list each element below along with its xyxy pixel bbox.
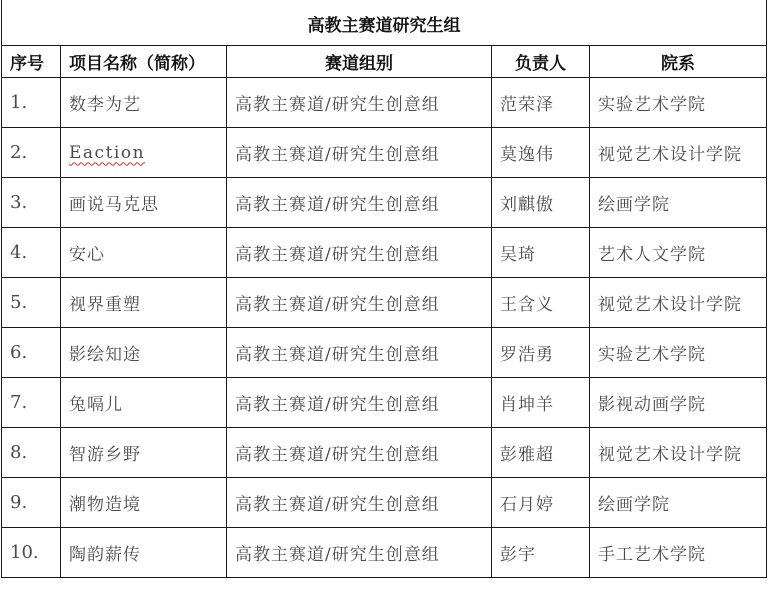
table-title: 高教主赛道研究生组 [2,1,767,46]
cell-index: 3. [2,178,61,228]
cell-group: 高教主赛道/研究生创意组 [227,278,492,328]
cell-leader: 彭宇 [492,528,590,578]
header-group: 赛道组别 [227,46,492,78]
table-row [2,328,767,378]
table-row [2,478,767,528]
cell-leader: 王含义 [492,278,590,328]
cell-project: 陶韵薪传 [61,528,227,578]
cell-project [61,128,227,178]
table-title-row [2,1,767,46]
cell-index: 7. [2,378,61,428]
cell-college: 绘画学院 [590,478,767,528]
table-row [2,228,767,278]
cell-college: 实验艺术学院 [590,328,767,378]
table-row [2,528,767,578]
table-row [2,178,767,228]
cell-project: 潮物造境 [61,478,227,528]
header-project: 项目名称（简称） [61,46,227,78]
header-row [2,46,767,78]
cell-college: 实验艺术学院 [590,78,767,128]
table-row [2,278,767,328]
cell-group: 高教主赛道/研究生创意组 [227,378,492,428]
cell-project: 智游乡野 [61,428,227,478]
cell-group: 高教主赛道/研究生创意组 [227,428,492,478]
cell-college: 绘画学院 [590,178,767,228]
cell-leader: 罗浩勇 [492,328,590,378]
cell-project: 安心 [61,228,227,278]
project-table [1,0,767,578]
cell-project: 画说马克思 [61,178,227,228]
table-row [2,128,767,178]
cell-group: 高教主赛道/研究生创意组 [227,478,492,528]
header-index: 序号 [2,46,61,78]
cell-college: 视觉艺术设计学院 [590,278,767,328]
cell-leader: 肖坤羊 [492,378,590,428]
cell-group: 高教主赛道/研究生创意组 [227,528,492,578]
cell-project: 视界重塑 [61,278,227,328]
cell-index: 6. [2,328,61,378]
cell-group: 高教主赛道/研究生创意组 [227,78,492,128]
cell-leader: 刘麒傲 [492,178,590,228]
cell-index: 10. [2,528,61,578]
spellcheck-word: Eaction [69,142,146,163]
cell-project: 影绘知途 [61,328,227,378]
cell-group: 高教主赛道/研究生创意组 [227,178,492,228]
cell-index: 1. [2,78,61,128]
cell-project: 数李为艺 [61,78,227,128]
cell-index: 5. [2,278,61,328]
cell-index: 9. [2,478,61,528]
header-college: 院系 [590,46,767,78]
cell-college: 视觉艺术设计学院 [590,428,767,478]
header-leader: 负责人 [492,46,590,78]
cell-college: 手工艺术学院 [590,528,767,578]
table-row [2,428,767,478]
cell-leader: 范荣泽 [492,78,590,128]
cell-leader: 彭雅超 [492,428,590,478]
cell-index: 8. [2,428,61,478]
cell-leader: 石月婷 [492,478,590,528]
cell-college: 艺术人文学院 [590,228,767,278]
cell-college: 视觉艺术设计学院 [590,128,767,178]
cell-leader: 吴琦 [492,228,590,278]
table-row [2,378,767,428]
cell-group: 高教主赛道/研究生创意组 [227,328,492,378]
cell-project: 兔嗝儿 [61,378,227,428]
cell-index: 4. [2,228,61,278]
table-row [2,78,767,128]
cell-college: 影视动画学院 [590,378,767,428]
cell-index: 2. [2,128,61,178]
cell-group: 高教主赛道/研究生创意组 [227,128,492,178]
cell-group: 高教主赛道/研究生创意组 [227,228,492,278]
cell-leader: 莫逸伟 [492,128,590,178]
